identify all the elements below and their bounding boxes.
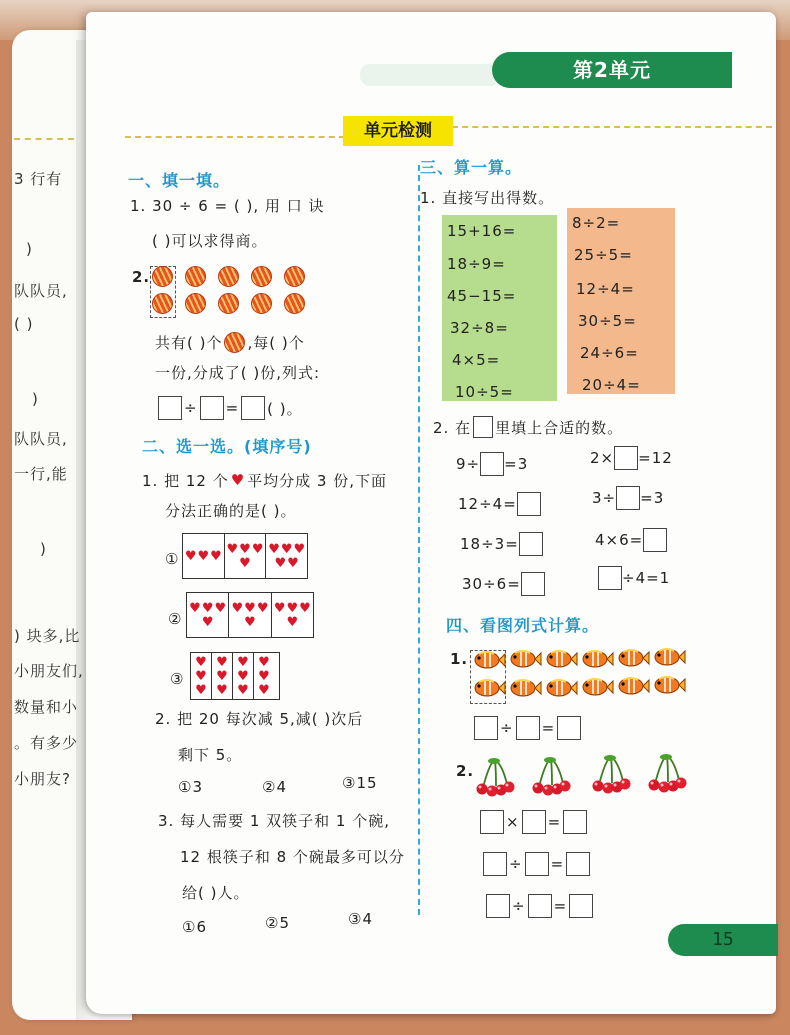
fact-panel-orange — [567, 208, 675, 394]
heart-cell — [183, 534, 225, 578]
heart-icon: ♥ — [226, 541, 239, 557]
heart-icon: ♥ — [197, 548, 210, 564]
fact-item: 12÷4= — [576, 280, 635, 298]
divide-sign: ÷ — [509, 855, 523, 873]
left-text-line: 小朋友? — [14, 770, 71, 788]
heart-icon: ♥ — [273, 600, 286, 616]
answer-box[interactable] — [480, 452, 504, 476]
left-text-line: 数量和小 — [14, 698, 79, 716]
heart-cell — [233, 653, 254, 699]
heart-icon: ♥ — [237, 682, 249, 698]
answer-box[interactable] — [516, 716, 540, 740]
text: 里填上合适的数。 — [495, 418, 624, 437]
fill-item — [456, 452, 528, 476]
heart-cell — [225, 534, 267, 578]
answer-box[interactable] — [643, 528, 667, 552]
expr-pre: 30÷6= — [462, 575, 521, 593]
left-text-line: 队队员, — [14, 282, 68, 300]
answer-box[interactable] — [566, 852, 590, 876]
section-heading-calc: 三、算一算。 — [420, 158, 523, 177]
answer-formula — [158, 396, 303, 420]
question-2-2-line2: 剩下 5。 — [178, 746, 243, 764]
choice-option[interactable]: ③15 — [342, 774, 378, 792]
heart-icon: ♥ — [256, 600, 269, 616]
question-1-2-line1 — [155, 332, 305, 353]
multiply-sign: × — [506, 813, 520, 831]
fill-item — [460, 532, 543, 556]
text: ( )。 — [267, 399, 303, 418]
heart-cell — [191, 653, 212, 699]
fish-icon — [619, 678, 649, 694]
equals-sign: = — [541, 719, 556, 737]
expr-pre: 18÷3= — [460, 535, 519, 553]
melon-icon — [284, 293, 305, 314]
heart-icon: ♥ — [184, 548, 197, 564]
melon-icon — [218, 293, 239, 314]
heart-cell — [272, 593, 313, 637]
fill-item — [598, 566, 670, 590]
fill-item — [592, 486, 664, 510]
cherry-row — [474, 752, 694, 798]
answer-formula — [480, 810, 587, 834]
cherry-icon — [649, 754, 687, 793]
left-text-line: 一行,能 — [14, 465, 68, 483]
heart-icon: ♥ — [230, 471, 246, 489]
expr-post: =12 — [638, 449, 673, 467]
left-text-line: ) — [32, 390, 39, 408]
fish-icon — [511, 651, 541, 667]
divide-sign: ÷ — [500, 719, 514, 737]
melon-icon — [152, 266, 173, 287]
question-number: 1. — [450, 650, 469, 668]
equals-sign: = — [547, 813, 562, 831]
heart-cell — [229, 593, 271, 637]
question-2-1-line1 — [142, 470, 387, 491]
section-heading-fill: 一、填一填。 — [128, 171, 231, 190]
answer-box[interactable] — [522, 810, 546, 834]
heart-icon: ♥ — [195, 654, 207, 670]
expr-pre: 12÷4= — [458, 495, 517, 513]
left-text-line: ) — [26, 240, 33, 258]
heart-icon: ♥ — [201, 614, 214, 630]
fact-panel-green — [442, 215, 557, 401]
fact-item: 30÷5= — [578, 312, 637, 330]
fish-icon — [547, 651, 577, 667]
answer-box[interactable] — [557, 716, 581, 740]
unit-banner: 第2单元 — [492, 52, 732, 88]
fish-icon — [475, 680, 505, 696]
melon-icon — [284, 266, 305, 287]
option-label: ① — [165, 550, 180, 568]
title-divider-left — [125, 136, 345, 138]
cherry-icon — [533, 757, 571, 796]
heart-icon: ♥ — [237, 654, 249, 670]
heart-icon: ♥ — [280, 541, 293, 557]
answer-box[interactable] — [528, 894, 552, 918]
heart-icon: ♥ — [258, 654, 270, 670]
fill-item — [595, 528, 667, 552]
choice-option[interactable]: ③4 — [348, 910, 373, 928]
header-ghost-band — [360, 64, 500, 86]
heart-icon: ♥ — [286, 614, 299, 630]
fact-item: 15+16= — [447, 222, 517, 240]
left-text-line: 3 行有 — [14, 170, 63, 188]
text: 共有( )个 — [155, 334, 223, 352]
fish-icon — [619, 650, 649, 666]
cherry-icon — [477, 758, 515, 797]
heart-icon: ♥ — [201, 600, 214, 616]
title-divider-right — [452, 126, 772, 128]
question-2-3-line3: 给( )人。 — [182, 884, 250, 902]
answer-box[interactable] — [474, 716, 498, 740]
left-page-dash — [14, 138, 74, 140]
choice-option[interactable]: ②5 — [265, 914, 290, 932]
choice-option[interactable]: ①3 — [178, 778, 203, 796]
question-1-2-line2: 一份,分成了( )份,列式: — [155, 364, 321, 382]
question-2-1-line2: 分法正确的是( )。 — [165, 502, 297, 520]
melon-icon — [218, 266, 239, 287]
fill-item — [462, 572, 545, 596]
heart-icon: ♥ — [216, 668, 228, 684]
heart-icon: ♥ — [287, 555, 299, 571]
answer-box[interactable] — [519, 532, 543, 556]
heart-icon: ♥ — [237, 668, 249, 684]
melon-icon — [251, 266, 272, 287]
option-label: ② — [168, 610, 183, 628]
heart-icon: ♥ — [231, 600, 244, 616]
fact-item: 24÷6= — [580, 344, 639, 362]
heart-cell — [254, 653, 274, 699]
choice-option[interactable]: ②4 — [262, 778, 287, 796]
question-3-1-label: 1. 直接写出得数。 — [420, 189, 555, 207]
heart-icon: ♥ — [299, 600, 311, 616]
heart-icon: ♥ — [210, 548, 222, 564]
left-text-line: ( ) — [14, 315, 34, 333]
heart-icon: ♥ — [195, 682, 207, 698]
text: ,每( )个 — [247, 334, 305, 352]
text: 1. 把 12 个 — [142, 472, 229, 490]
answer-box[interactable] — [480, 810, 504, 834]
answer-box[interactable] — [486, 894, 510, 918]
heart-icon: ♥ — [286, 600, 299, 616]
fact-item: 18÷9= — [447, 255, 506, 273]
question-1-1-line1: 1. 30 ÷ 6 = ( ), 用 口 诀 — [130, 197, 325, 215]
question-2-2-line1: 2. 把 20 每次减 5,减( )次后 — [155, 710, 364, 728]
text: 2. 在 — [433, 418, 472, 437]
fish-icon — [583, 679, 613, 695]
answer-box[interactable] — [569, 894, 593, 918]
fish-icon — [511, 680, 541, 696]
question-2-3-line2: 12 根筷子和 8 个碗最多可以分 — [180, 848, 405, 866]
fish-icon — [583, 651, 613, 667]
fill-item — [590, 446, 673, 470]
heart-icon: ♥ — [189, 600, 201, 616]
answer-box[interactable] — [598, 566, 622, 590]
answer-formula — [474, 716, 581, 740]
fact-item: 32÷8= — [450, 319, 509, 337]
heart-icon: ♥ — [258, 682, 270, 698]
heart-icon: ♥ — [239, 555, 251, 571]
fact-item: 20÷4= — [582, 376, 641, 394]
left-text-line: 。有多少 — [14, 734, 79, 752]
heart-icon: ♥ — [274, 555, 287, 571]
fish-icon — [475, 652, 505, 668]
heart-icon: ♥ — [293, 541, 306, 557]
left-text-line: 队队员, — [14, 430, 68, 448]
question-number: 2. — [132, 268, 151, 286]
fish-icon — [655, 649, 685, 665]
equals-sign: = — [550, 855, 565, 873]
heart-icon: ♥ — [214, 600, 227, 616]
expr-post: =3 — [504, 455, 529, 473]
heart-icon: ♥ — [244, 614, 256, 630]
equals-sign: = — [553, 897, 568, 915]
text: 平均分成 3 份,下面 — [247, 472, 388, 490]
heart-option-2 — [186, 592, 314, 638]
choice-option[interactable]: ①6 — [182, 918, 207, 936]
fact-item: 45−15= — [447, 287, 517, 305]
heart-option-1 — [182, 533, 308, 579]
heart-icon: ♥ — [216, 654, 228, 670]
heart-icon: ♥ — [239, 541, 251, 557]
expr-pre: 2× — [590, 449, 615, 467]
melon-grid — [152, 266, 303, 314]
answer-box[interactable] — [616, 486, 640, 510]
melon-icon — [251, 293, 272, 314]
fish-grid — [472, 644, 692, 704]
section-heading-picture: 四、看图列式计算。 — [446, 616, 600, 635]
answer-box[interactable] — [158, 396, 182, 420]
answer-box[interactable] — [521, 572, 545, 596]
fish-icon — [655, 677, 685, 693]
divide-sign: ÷ — [184, 399, 198, 417]
page-number: 15 — [712, 929, 734, 950]
heart-cell — [266, 534, 307, 578]
divide-sign: ÷ — [512, 897, 526, 915]
answer-box[interactable] — [563, 810, 587, 834]
melon-icon — [185, 293, 206, 314]
fish-icon — [547, 680, 577, 696]
box-icon — [473, 416, 493, 438]
section-heading-choose: 二、选一选。(填序号) — [142, 437, 312, 456]
expr-pre: 4×6= — [595, 531, 644, 549]
heart-icon: ♥ — [251, 541, 264, 557]
expr-post: =3 — [640, 489, 665, 507]
left-text-line: ) 块多,比 — [14, 627, 81, 645]
melon-icon — [224, 332, 245, 353]
option-label: ③ — [170, 670, 185, 688]
answer-box[interactable] — [200, 396, 224, 420]
expr-pre: 3÷ — [592, 489, 617, 507]
fact-item: 4×5= — [452, 351, 501, 369]
column-divider — [418, 165, 420, 915]
heart-icon: ♥ — [195, 668, 207, 684]
question-number: 2. — [456, 762, 475, 780]
answer-box[interactable] — [483, 852, 507, 876]
heart-icon: ♥ — [258, 668, 270, 684]
heart-icon: ♥ — [268, 541, 280, 557]
answer-formula — [486, 894, 593, 918]
expr-pre: 9÷ — [456, 455, 481, 473]
equals-sign: = — [225, 399, 240, 417]
fill-item — [458, 492, 541, 516]
left-text-line: ) — [40, 540, 47, 558]
answer-box[interactable] — [517, 492, 541, 516]
cherry-icon — [593, 755, 631, 794]
expr-post: ÷4=1 — [622, 569, 671, 587]
answer-formula — [483, 852, 590, 876]
left-text-line: 小朋友们, — [14, 662, 84, 680]
question-1-1-line2: ( )可以求得商。 — [152, 232, 268, 250]
heart-icon: ♥ — [244, 600, 256, 616]
answer-box[interactable] — [614, 446, 638, 470]
heart-icon: ♥ — [216, 682, 228, 698]
question-3-2-label — [433, 416, 623, 438]
fact-item: 25÷5= — [574, 246, 633, 264]
answer-box[interactable] — [241, 396, 265, 420]
melon-icon — [185, 266, 206, 287]
page-title: 单元检测 — [343, 116, 453, 146]
answer-box[interactable] — [525, 852, 549, 876]
melon-icon — [152, 293, 173, 314]
fact-item: 10÷5= — [455, 383, 514, 401]
heart-cell — [187, 593, 229, 637]
fact-item: 8÷2= — [572, 214, 621, 232]
question-2-3-line1: 3. 每人需要 1 双筷子和 1 个碗, — [158, 812, 391, 830]
heart-cell — [212, 653, 233, 699]
heart-option-3 — [190, 652, 280, 700]
